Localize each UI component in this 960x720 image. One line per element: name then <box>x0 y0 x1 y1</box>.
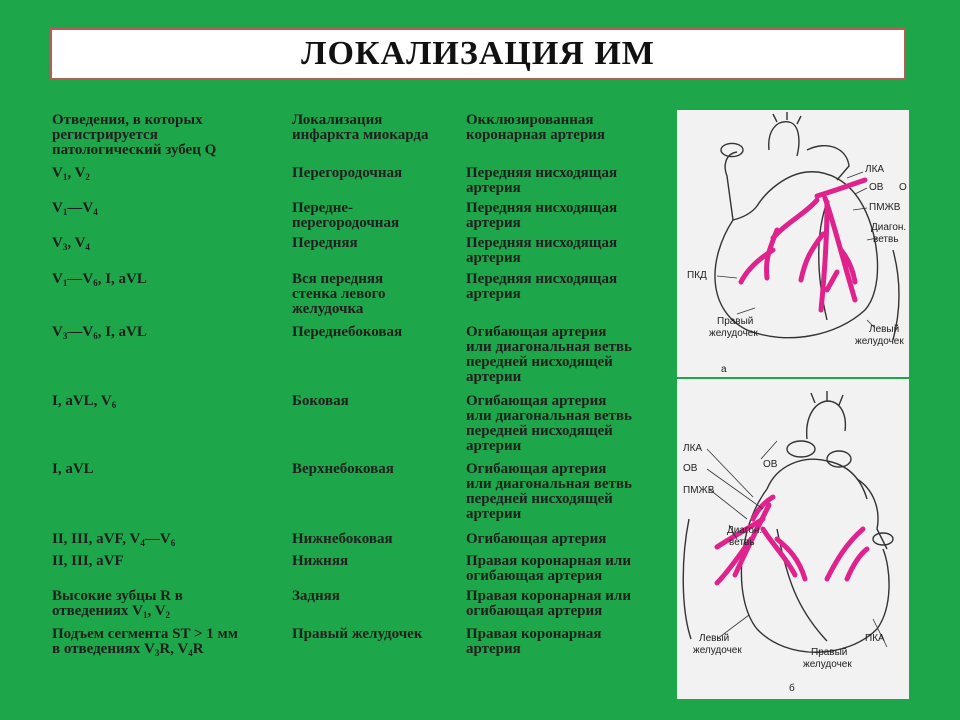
location-line: Нижняя <box>292 553 349 569</box>
header-artery-line: коронарная артерия <box>466 127 606 143</box>
label-rv2-a: желудочек <box>709 328 758 339</box>
label-branch-b: ветвь <box>729 537 755 548</box>
label-rv2-b: желудочек <box>803 659 852 670</box>
label-pmzhv-a: ПМЖВ <box>869 202 901 213</box>
location-line: стенка левого <box>292 286 386 302</box>
location-line: Нижнебоковая <box>292 531 393 547</box>
header-artery-line: Окклюзированная <box>466 112 594 128</box>
figure-letter-b: б <box>789 683 795 694</box>
heart-diagram-b <box>677 379 909 699</box>
artery-line: или диагональная ветвь <box>466 339 632 355</box>
lead-cell-st <box>52 627 238 657</box>
lead-line: отведениях $V_1$, $V_2$ <box>52 603 171 620</box>
artery-cell <box>466 394 632 454</box>
label-lv2-b: желудочек <box>693 645 742 656</box>
artery-line: артерия <box>466 180 521 196</box>
label-lv-a: Левый <box>869 324 900 335</box>
label-lka-a: ЛКА <box>865 164 885 175</box>
header-location <box>292 113 428 143</box>
artery-cell <box>466 201 617 231</box>
location-cell <box>292 554 348 569</box>
location-line: Правый желудочек <box>292 626 423 642</box>
label-rv-a: Правый <box>717 316 754 327</box>
artery-line: Правая коронарная или <box>466 553 631 569</box>
artery-line: артерия <box>466 250 521 266</box>
artery-line: Передняя нисходящая <box>466 200 618 216</box>
lead-line: в отведениях $V_3R$, $V_4R$ <box>52 641 204 658</box>
location-line: желудочка <box>292 301 364 317</box>
artery-cell <box>466 532 606 547</box>
lead-line: Подъем сегмента ST > 1 мм <box>52 626 238 642</box>
header-location-line: инфаркта миокарда <box>292 127 429 143</box>
artery-line: передней нисходящей <box>466 354 613 370</box>
lead-line: Высокие зубцы R в <box>52 588 183 604</box>
artery-line: артерии <box>466 438 522 454</box>
artery-line: артерия <box>466 641 521 657</box>
artery-line: Передняя нисходящая <box>466 165 618 181</box>
location-cell <box>292 532 393 547</box>
artery-line: артерия <box>466 286 521 302</box>
lead-cell: II, III, aVF <box>52 553 124 569</box>
location-line: Боковая <box>292 393 349 409</box>
artery-line: передней нисходящей <box>466 423 613 439</box>
artery-line: или диагональная ветвь <box>466 408 632 424</box>
artery-line: Правая коронарная или <box>466 588 631 604</box>
artery-line: или диагональная ветвь <box>466 476 632 492</box>
lead-cell: I, aVL, $V_6$ <box>52 393 117 410</box>
artery-line: огибающая артерия <box>466 568 603 584</box>
header-leads <box>52 113 216 158</box>
location-line: Передне- <box>292 200 354 216</box>
location-line: Передняя <box>292 235 358 251</box>
label-ov-a: ОВ <box>869 182 884 193</box>
location-cell <box>292 236 358 251</box>
location-cell <box>292 166 402 181</box>
lead-cell: $V_3$, $V_4$ <box>52 235 90 252</box>
lead-cell: $V_1$, $V_2$ <box>52 165 90 182</box>
header-leads-line: патологический зубец Q <box>52 142 217 158</box>
header-leads-line: регистрируется <box>52 127 158 143</box>
lead-cell: I, aVL <box>52 461 94 477</box>
artery-cell <box>466 554 631 584</box>
heart-figure-b <box>677 379 909 699</box>
label-pkd-a: ПКД <box>687 270 707 281</box>
artery-line: Огибающая артерия <box>466 393 607 409</box>
header-artery <box>466 113 605 143</box>
location-cell <box>292 325 402 340</box>
label-lv2-a: желудочек <box>855 336 904 347</box>
location-cell-r <box>292 589 340 604</box>
artery-line: артерии <box>466 369 522 385</box>
lead-cell: $V_1—V_4$ <box>52 200 98 217</box>
location-cell <box>292 394 349 409</box>
artery-line: Правая коронарная <box>466 626 602 642</box>
artery-cell-r <box>466 589 631 619</box>
lead-cell-r <box>52 589 183 619</box>
lead-cell: II, III, aVF, $V_4—V_6$ <box>52 531 176 548</box>
lead-cell: $V_1—V_6$, I, aVL <box>52 271 147 288</box>
artery-line: Передняя нисходящая <box>466 235 618 251</box>
artery-line: артерия <box>466 215 521 231</box>
artery-line: передней нисходящей <box>466 491 613 507</box>
label-ov-left-b: ОВ <box>683 463 698 474</box>
label-diag-a: Диагон. <box>871 222 907 233</box>
location-cell <box>292 462 394 477</box>
artery-line: Огибающая артерия <box>466 531 607 547</box>
location-line: Верхнебоковая <box>292 461 394 477</box>
artery-line: огибающая артерия <box>466 603 603 619</box>
label-ov-b: ОВ <box>763 459 778 470</box>
label-pmzhv-b: ПМЖВ <box>683 485 715 496</box>
location-line: Задняя <box>292 588 340 604</box>
artery-cell <box>466 166 617 196</box>
artery-line: Передняя нисходящая <box>466 271 618 287</box>
label-lka-b: ЛКА <box>683 443 703 454</box>
artery-cell-st <box>466 627 602 657</box>
label-diag-b: Диагон. <box>727 525 763 536</box>
label-rv-b: Правый <box>811 647 848 658</box>
location-cell-st <box>292 627 422 642</box>
artery-cell <box>466 236 617 266</box>
artery-cell <box>466 325 632 385</box>
location-line: Переднебоковая <box>292 324 403 340</box>
label-o-a: О <box>899 182 907 193</box>
location-line: Вся передняя <box>292 271 384 287</box>
artery-cell <box>466 462 632 522</box>
artery-cell <box>466 272 617 302</box>
location-line: перегородочная <box>292 215 400 231</box>
label-lv-b: Левый <box>699 633 730 644</box>
header-leads-line: Отведения, в которых <box>52 112 203 128</box>
slide-title: ЛОКАЛИЗАЦИЯ ИМ <box>301 35 655 72</box>
heart-diagram-a <box>677 110 909 377</box>
slide-title-box <box>50 28 906 80</box>
artery-line: Огибающая артерия <box>466 324 607 340</box>
label-branch-a: ветвь <box>873 234 899 245</box>
header-location-line: Локализация <box>292 112 383 128</box>
heart-figure-a <box>677 110 909 377</box>
label-pka-b: ПКА <box>865 633 885 644</box>
artery-line: Огибающая артерия <box>466 461 607 477</box>
artery-line: артерии <box>466 506 522 522</box>
location-cell <box>292 201 399 231</box>
figure-letter-a: а <box>721 364 727 375</box>
location-line: Перегородочная <box>292 165 403 181</box>
lead-cell: $V_3—V_6$, I, aVL <box>52 324 147 341</box>
location-cell <box>292 272 386 317</box>
